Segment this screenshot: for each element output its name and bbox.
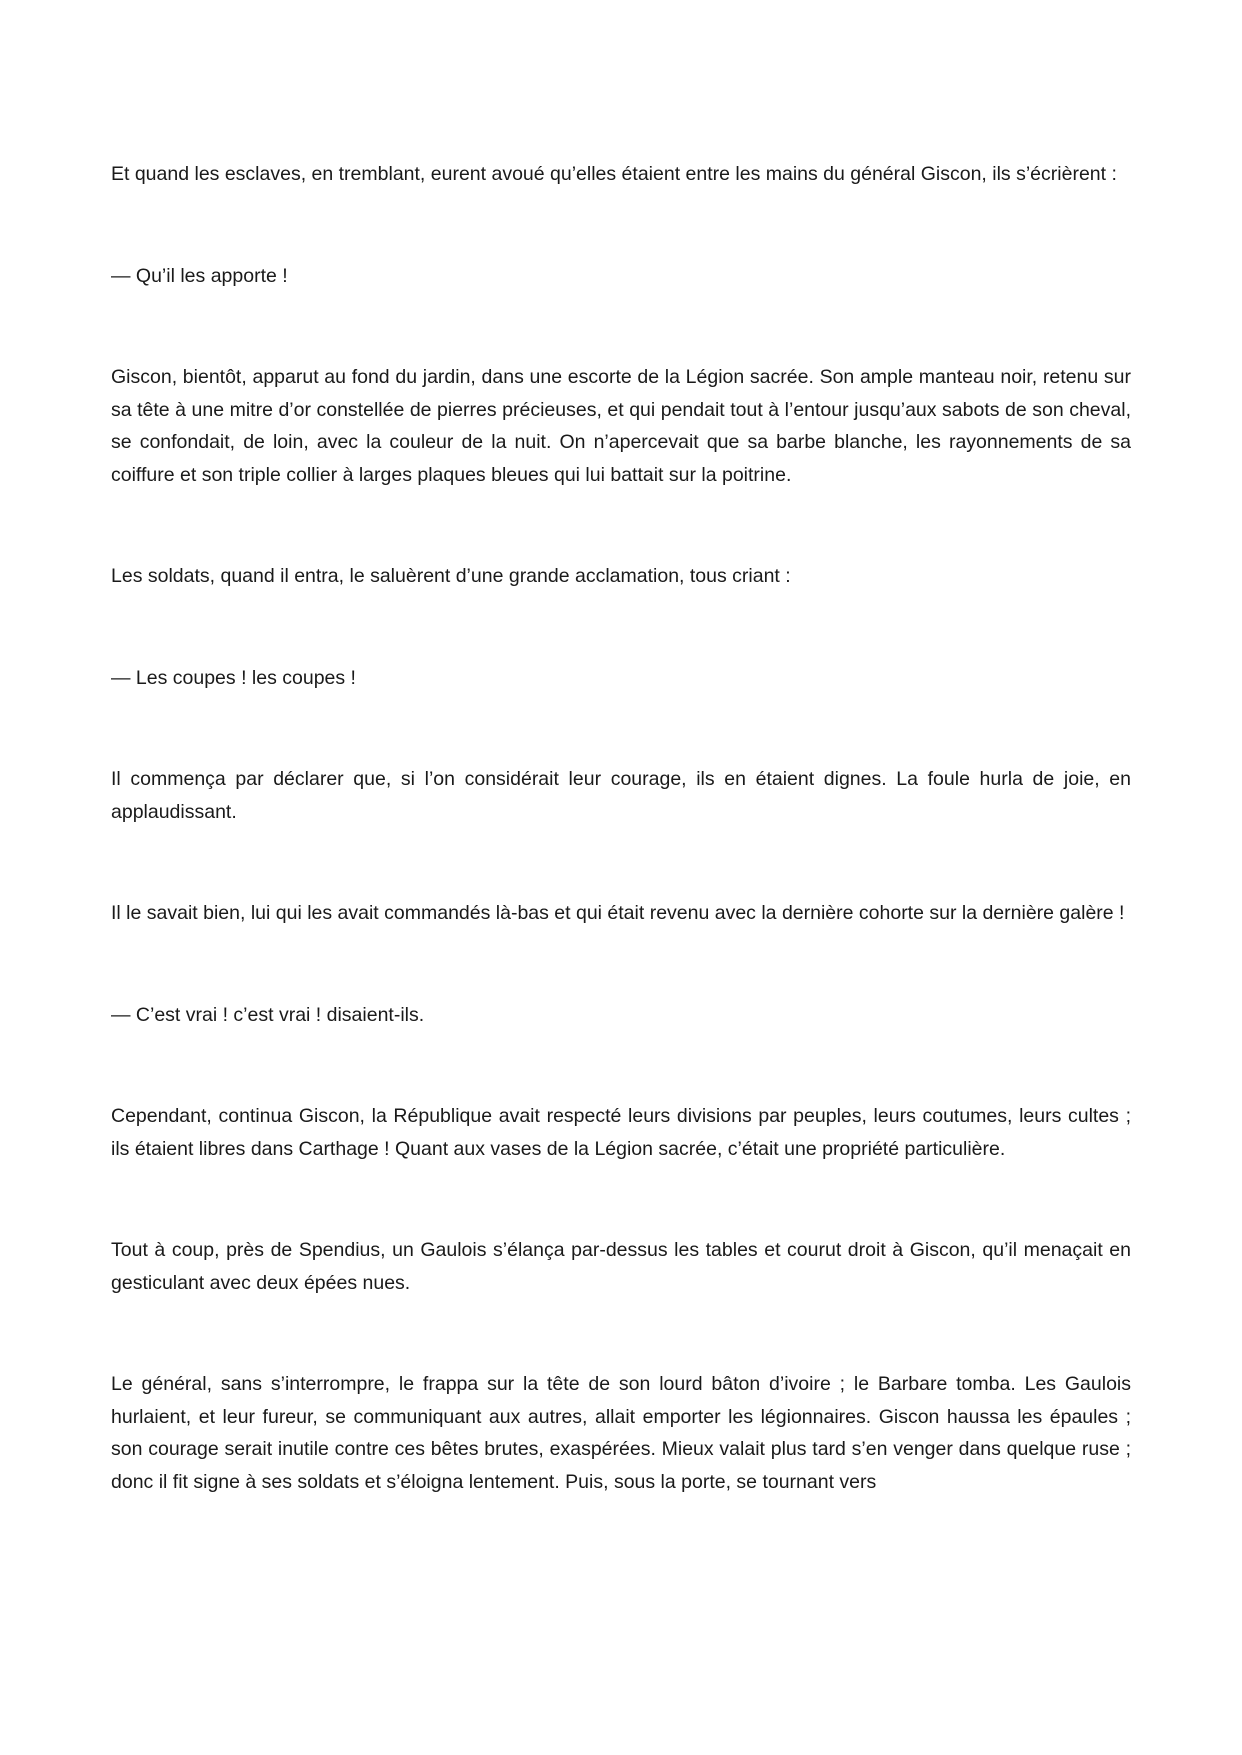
text-column [111, 158, 1131, 1498]
paragraph-8: — C’est vrai ! c’est vrai ! disaient-ils. [111, 1003, 425, 1026]
paragraph-9: Cependant, continua Giscon, la République avait respecté leurs divisions par peuples, leurs coutumes, leurs cultes ; ils étaient libres dans Carthage ! Quant aux vases de la Légion sacrée, c’était une propriété particulière. [111, 1105, 1131, 1160]
paragraph-4: Les soldats, quand il entra, le saluèrent d’une grande acclamation, tous criant : [111, 565, 791, 587]
paragraph-11: Le général, sans s’interrompre, le frappa sur la tête de son lourd bâton d’ivoire ; le Barbare tomba. Les Gaulois hurlaient, et leur fureur, se communiquant aux autres, allait emporter les légionnaires. Giscon haussa les épaules ; son courage serait inutile contre ces bêtes brutes, exaspérées. Mieux valait plus tard s’en venger dans quelque ruse ; donc il fit signe à ses soldats et s’éloigna lentement. Puis, sous la porte, se tournant vers [111, 1373, 1131, 1493]
paragraph-10: Tout à coup, près de Spendius, un Gaulois s’élança par-dessus les tables et courut droit à Giscon, qu’il menaçait en gesticulant avec deux épées nues. [111, 1239, 1131, 1294]
paragraph-1: Et quand les esclaves, en tremblant, eurent avoué qu’elles étaient entre les mains du général Giscon, ils s’écrièrent : [111, 163, 1117, 185]
paragraph-7: Il le savait bien, lui qui les avait commandés là-bas et qui était revenu avec la dernière cohorte sur la dernière galère ! [111, 902, 1125, 924]
paragraph-3: Giscon, bientôt, apparut au fond du jardin, dans une escorte de la Légion sacrée. Son ample manteau noir, retenu sur sa tête à une mitre d’or constellée de pierres précieuses, et qui pendait tout à l’entour jusqu’aux sabots de son cheval, se confondait, de loin, avec la couleur de la nuit. On n’apercevait que sa barbe blanche, les rayonnements de sa coiffure et son triple collier à larges plaques bleues qui lui battait sur la poitrine. [111, 366, 1131, 486]
paragraph-5: — Les coupes ! les coupes ! [111, 666, 356, 689]
paragraph-6: Il commença par déclarer que, si l’on considérait leur courage, ils en étaient dignes. La foule hurla de joie, en applaudissant. [111, 768, 1131, 823]
paragraph-2: — Qu’il les apporte ! [111, 264, 288, 287]
